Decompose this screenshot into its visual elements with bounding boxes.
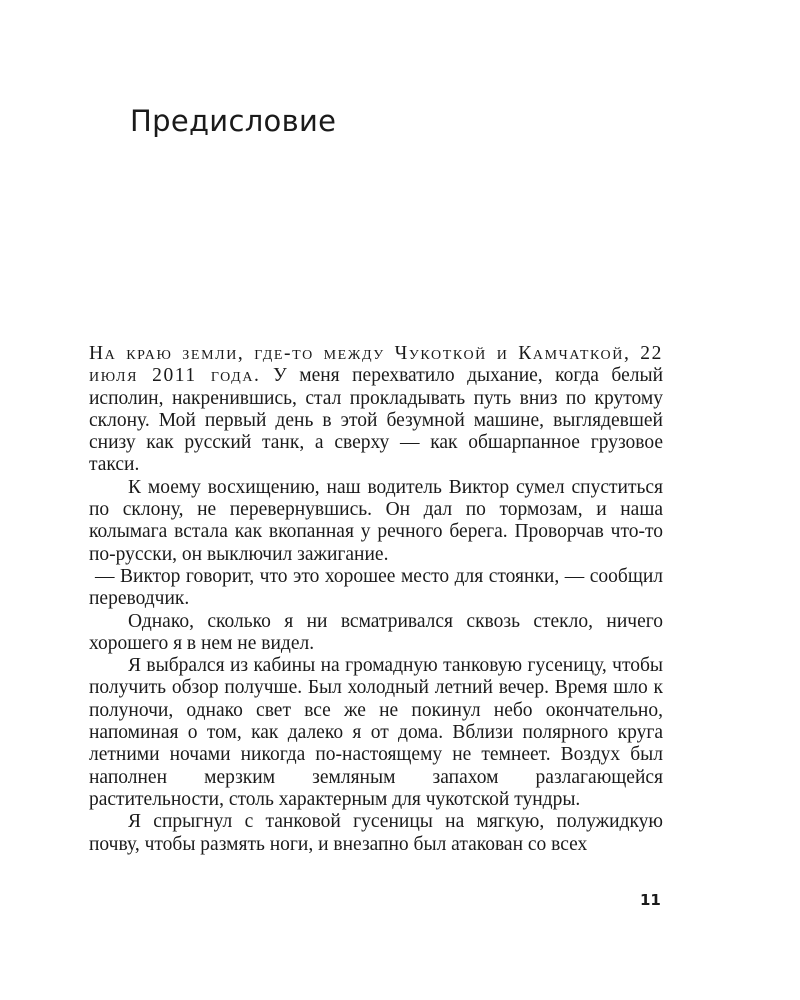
- paragraph-1: [89, 343, 663, 477]
- body-text: [89, 343, 663, 856]
- paragraph-4: Однако, сколько я ни всматривался сквозь стекло, ничего хорошего я в нем не видел.: [89, 610, 663, 654]
- paragraph-5: Я выбрался из кабины на громадную танковую гусеницу, чтобы получить обзор получше. Был холодный летний вечер. Время шло к полуночи, однако свет все же не покинул небо окончательно, напоминая о том, как далеко я от дома. Вблизи полярного круга летними ночами никогда по-настоящему не темнеет. Воздух был наполнен мерзким земляным запахом разлагающейся растительности, столь характерным для чукотской тундры.: [89, 655, 663, 810]
- paragraph-2: К моему восхищению, наш водитель Виктор сумел спуститься по склону, не перевернувшись. Он дал по тормозам, и наша колымага встала как вкопанная у речного берега. Проворчав что-то по-русски, он выключил зажигание.: [89, 476, 663, 565]
- paragraph-3-dialogue: — Виктор говорит, что это хорошее место для стоянки, — сообщил переводчик.: [89, 565, 663, 610]
- lead-in-text: На краю земли, где-то между Чукоткой и Камчаткой, 22 июля 2011 года.: [89, 343, 663, 387]
- paragraph-6: Я спрыгнул с танковой гусеницы на мягкую, полужидкую почву, чтобы размять ноги, и внезапно был атакован со всех: [89, 811, 663, 855]
- page-number: 11: [640, 891, 661, 909]
- chapter-title: Предисловие: [130, 104, 337, 138]
- paragraph-1-text: У меня перехватило дыхание, когда белый исполин, накренившись, стал прокладывать путь вниз по крутому склону. Мой первый день в этой безумной машине, выглядевшей снизу как русский танк, а сверху — как обшарпанное грузовое такси.: [89, 365, 664, 476]
